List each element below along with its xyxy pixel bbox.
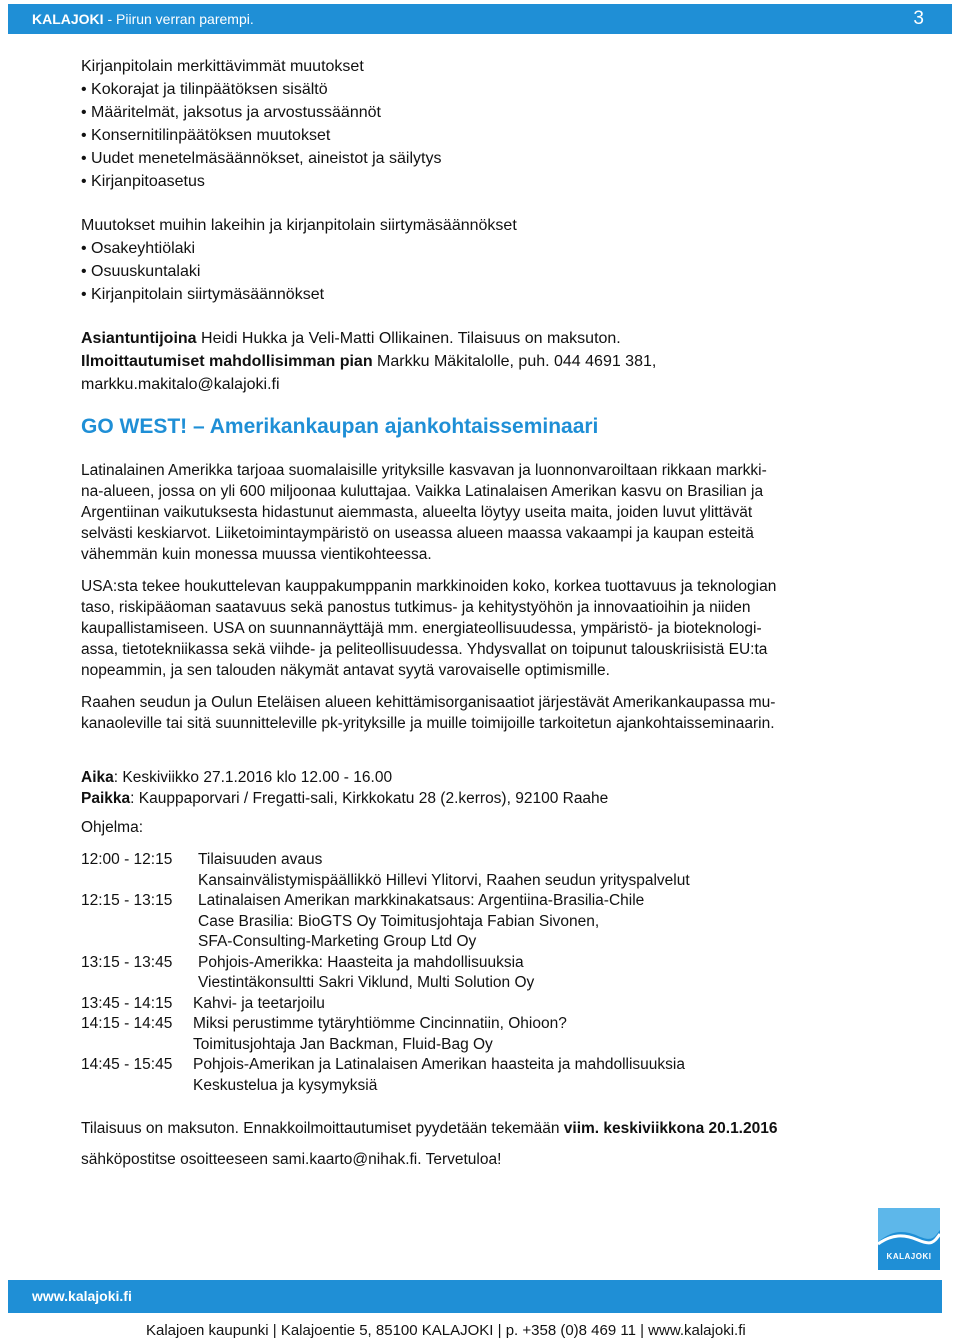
registration-text: Markku Mäkitalolle, puh. 044 4691 381, [372, 353, 657, 370]
program-item [81, 994, 901, 1015]
program-line: Miksi perustimme tytäryhtiömme Cincinnatiin, Ohioon? [193, 1015, 567, 1032]
main-content [81, 55, 901, 1170]
paragraph-line: assa, tietotekniikassa sekä viihde- ja peliteollisuudessa. Yhdysvallat on toipunut talouskriisistä EU:ta [81, 641, 768, 658]
program-time: 13:15 - 13:45 [81, 953, 173, 971]
paragraph-1 [81, 460, 901, 565]
event-place-label: Paikka [81, 790, 131, 807]
section2-title: Muutokset muihin lakeihin ja kirjanpitolain siirtymäsäännökset [81, 217, 517, 234]
registration-email[interactable]: markku.makitalo@kalajoki.fi [81, 376, 280, 393]
logo-text: KALAJOKI [886, 1252, 932, 1261]
brand-name: KALAJOKI [32, 11, 104, 27]
section1-item: • Kokorajat ja tilinpäätöksen sisältö [81, 78, 901, 101]
section1-item: • Konsernitilinpäätöksen muutokset [81, 124, 901, 147]
event-time-label: Aika [81, 769, 114, 786]
footer-url[interactable]: www.kalajoki.fi [32, 1288, 132, 1304]
program-line: Case Brasilia: BioGTS Oy Toimitusjohtaja Fabian Sivonen, [198, 912, 600, 930]
program-line: Pohjois-Amerikan ja Latinalaisen Amerikan haasteita ja mahdollisuuksia [193, 1056, 685, 1073]
paragraph-line: kaupallistamiseen. USA on suunnannäyttäjä mm. energiateollisuudessa, ympäristö- ja bioteknologi- [81, 620, 762, 637]
program-time: 12:15 - 13:15 [81, 892, 173, 909]
header-bar [8, 4, 952, 34]
program-item [81, 1055, 901, 1096]
page-number: 3 [913, 8, 924, 29]
section1-title: Kirjanpitolain merkittävimmät muutokset [81, 58, 364, 75]
program-item [81, 1014, 901, 1055]
paragraph-line: Latinalainen Amerikka tarjoaa suomalaisille yrityksille kasvavan ja luonnonvaroiltaan rikkaan markki- [81, 462, 767, 479]
section1-item: • Määritelmät, jaksotus ja arvostussäännöt [81, 101, 901, 124]
paragraph-line: selvästi keskiarvot. Liiketoimintaympäristö on useassa alueen maassa vakaampi ja kaupan esteitä [81, 525, 754, 542]
program-list [81, 850, 901, 1096]
program-line: Tilaisuuden avaus [198, 851, 323, 868]
program-time: 12:00 - 12:15 [81, 851, 173, 868]
program-line: Keskustelua ja kysymyksiä [193, 1076, 378, 1094]
program-details [193, 1014, 567, 1055]
program-item [81, 850, 901, 891]
closing-note [81, 1118, 901, 1170]
program-details [193, 994, 325, 1015]
program-line: Kahvi- ja teetarjoilu [193, 994, 325, 1012]
program-details [198, 891, 644, 953]
closing-deadline: viim. keskiviikkona 20.1.2016 [563, 1120, 778, 1137]
paragraph-3 [81, 692, 901, 734]
closing-line-2: sähköpostitse osoitteeseen sami.kaarto@nihak.fi. Tervetuloa! [81, 1151, 502, 1168]
program-line: Pohjois-Amerikka: Haasteita ja mahdollisuuksia [198, 953, 524, 971]
registration-line [81, 350, 901, 373]
kalajoki-logo [878, 1208, 940, 1270]
closing-line-1 [81, 1118, 901, 1139]
section2-item: • Osakeyhtiölaki [81, 237, 901, 260]
paragraph-line: kanaoleville tai sitä suunnitteleville pk-yrityksille ja muille toimijoille tarkoitetun ajankohtaisseminaarin. [81, 715, 775, 732]
section2-item: • Kirjanpitolain siirtymäsäännökset [81, 283, 901, 306]
seminar-title: GO WEST! – Amerikankaupan ajankohtaisseminaari [81, 415, 599, 438]
program-label: Ohjelma: [81, 819, 144, 836]
paragraph-line: Raahen seudun ja Oulun Eteläisen alueen kehittämisorganisaatiot järjestävät Amerikankaupassa mu- [81, 694, 776, 711]
program-details [193, 1055, 685, 1096]
program-line: Kansainvälistymispäällikkö Hillevi Ylitorvi, Raahen seudun yrityspalvelut [198, 871, 690, 889]
paragraph-2 [81, 576, 901, 681]
section1-item: • Uudet menetelmäsäännökset, aineistot ja säilytys [81, 147, 901, 170]
experts-text: Heidi Hukka ja Veli-Matti Ollikainen. Tilaisuus on maksuton. [196, 330, 621, 347]
program-line: Toimitusjohtaja Jan Backman, Fluid-Bag Oy [193, 1035, 493, 1053]
footer-address: Kalajoen kaupunki | Kalajoentie 5, 85100 KALAJOKI | p. +358 (0)8 469 11 | www.kalajoki.fi [146, 1322, 746, 1339]
closing-text: Tilaisuus on maksuton. Ennakkoilmoittautumiset pyydetään tekemään [81, 1120, 564, 1137]
paragraph-line: taso, riskipääoman saatavuus sekä panostus tutkimus- ja kehitystyöhön ja innovaatioihin ja niiden [81, 599, 751, 616]
paragraph-line: Argentiinan vaikutuksesta hidastunut aiemmasta, alueelta löytyy useita maita, joiden luvut ylittävät [81, 504, 753, 521]
program-item [81, 891, 901, 953]
program-line: Viestintäkonsultti Sakri Viklund, Multi Solution Oy [198, 974, 535, 991]
paragraph-line: vähemmän kuin monessa muussa vientikohteessa. [81, 546, 432, 563]
event-details [81, 767, 901, 838]
program-time: 14:15 - 14:45 [81, 1015, 173, 1032]
program-line: Latinalaisen Amerikan markkinakatsaus: Argentiina-Brasilia-Chile [198, 892, 645, 909]
experts-label: Asiantuntijoina [81, 330, 197, 347]
program-time: 14:45 - 15:45 [81, 1056, 173, 1073]
event-time [81, 767, 901, 788]
program-item [81, 953, 901, 994]
program-line: SFA-Consulting-Marketing Group Ltd Oy [198, 933, 477, 950]
program-details [198, 953, 534, 994]
event-place [81, 788, 901, 809]
paragraph-line: na-alueen, jossa on yli 600 miljoonaa kuluttajaa. Vaikka Latinalaisen Amerikan kasvu on Brasilian ja [81, 483, 764, 500]
experts-line [81, 327, 901, 350]
program-time: 13:45 - 14:15 [81, 994, 173, 1012]
event-time-value: : Keskiviikko 27.1.2016 klo 12.00 - 16.00 [113, 769, 393, 786]
brand-slogan: - Piirun verran parempi. [103, 11, 254, 27]
paragraph-line: USA:sta tekee houkuttelevan kauppakumppanin markkinoiden koko, korkea tuottavuus ja teknologian [81, 578, 777, 595]
section1-item: • Kirjanpitoasetus [81, 170, 901, 193]
program-details [198, 850, 690, 891]
section2-item: • Osuuskuntalaki [81, 260, 901, 283]
header-brand [32, 4, 254, 34]
footer-bar [8, 1280, 942, 1313]
registration-label: Ilmoittautumiset mahdollisimman pian [81, 353, 373, 370]
event-place-value: : Kauppaporvari / Fregatti-sali, Kirkkokatu 28 (2.kerros), 92100 Raahe [130, 790, 609, 807]
paragraph-line: nopeammin, ja sen talouden näkymät antavat syytä varovaiselle optimismille. [81, 662, 610, 679]
